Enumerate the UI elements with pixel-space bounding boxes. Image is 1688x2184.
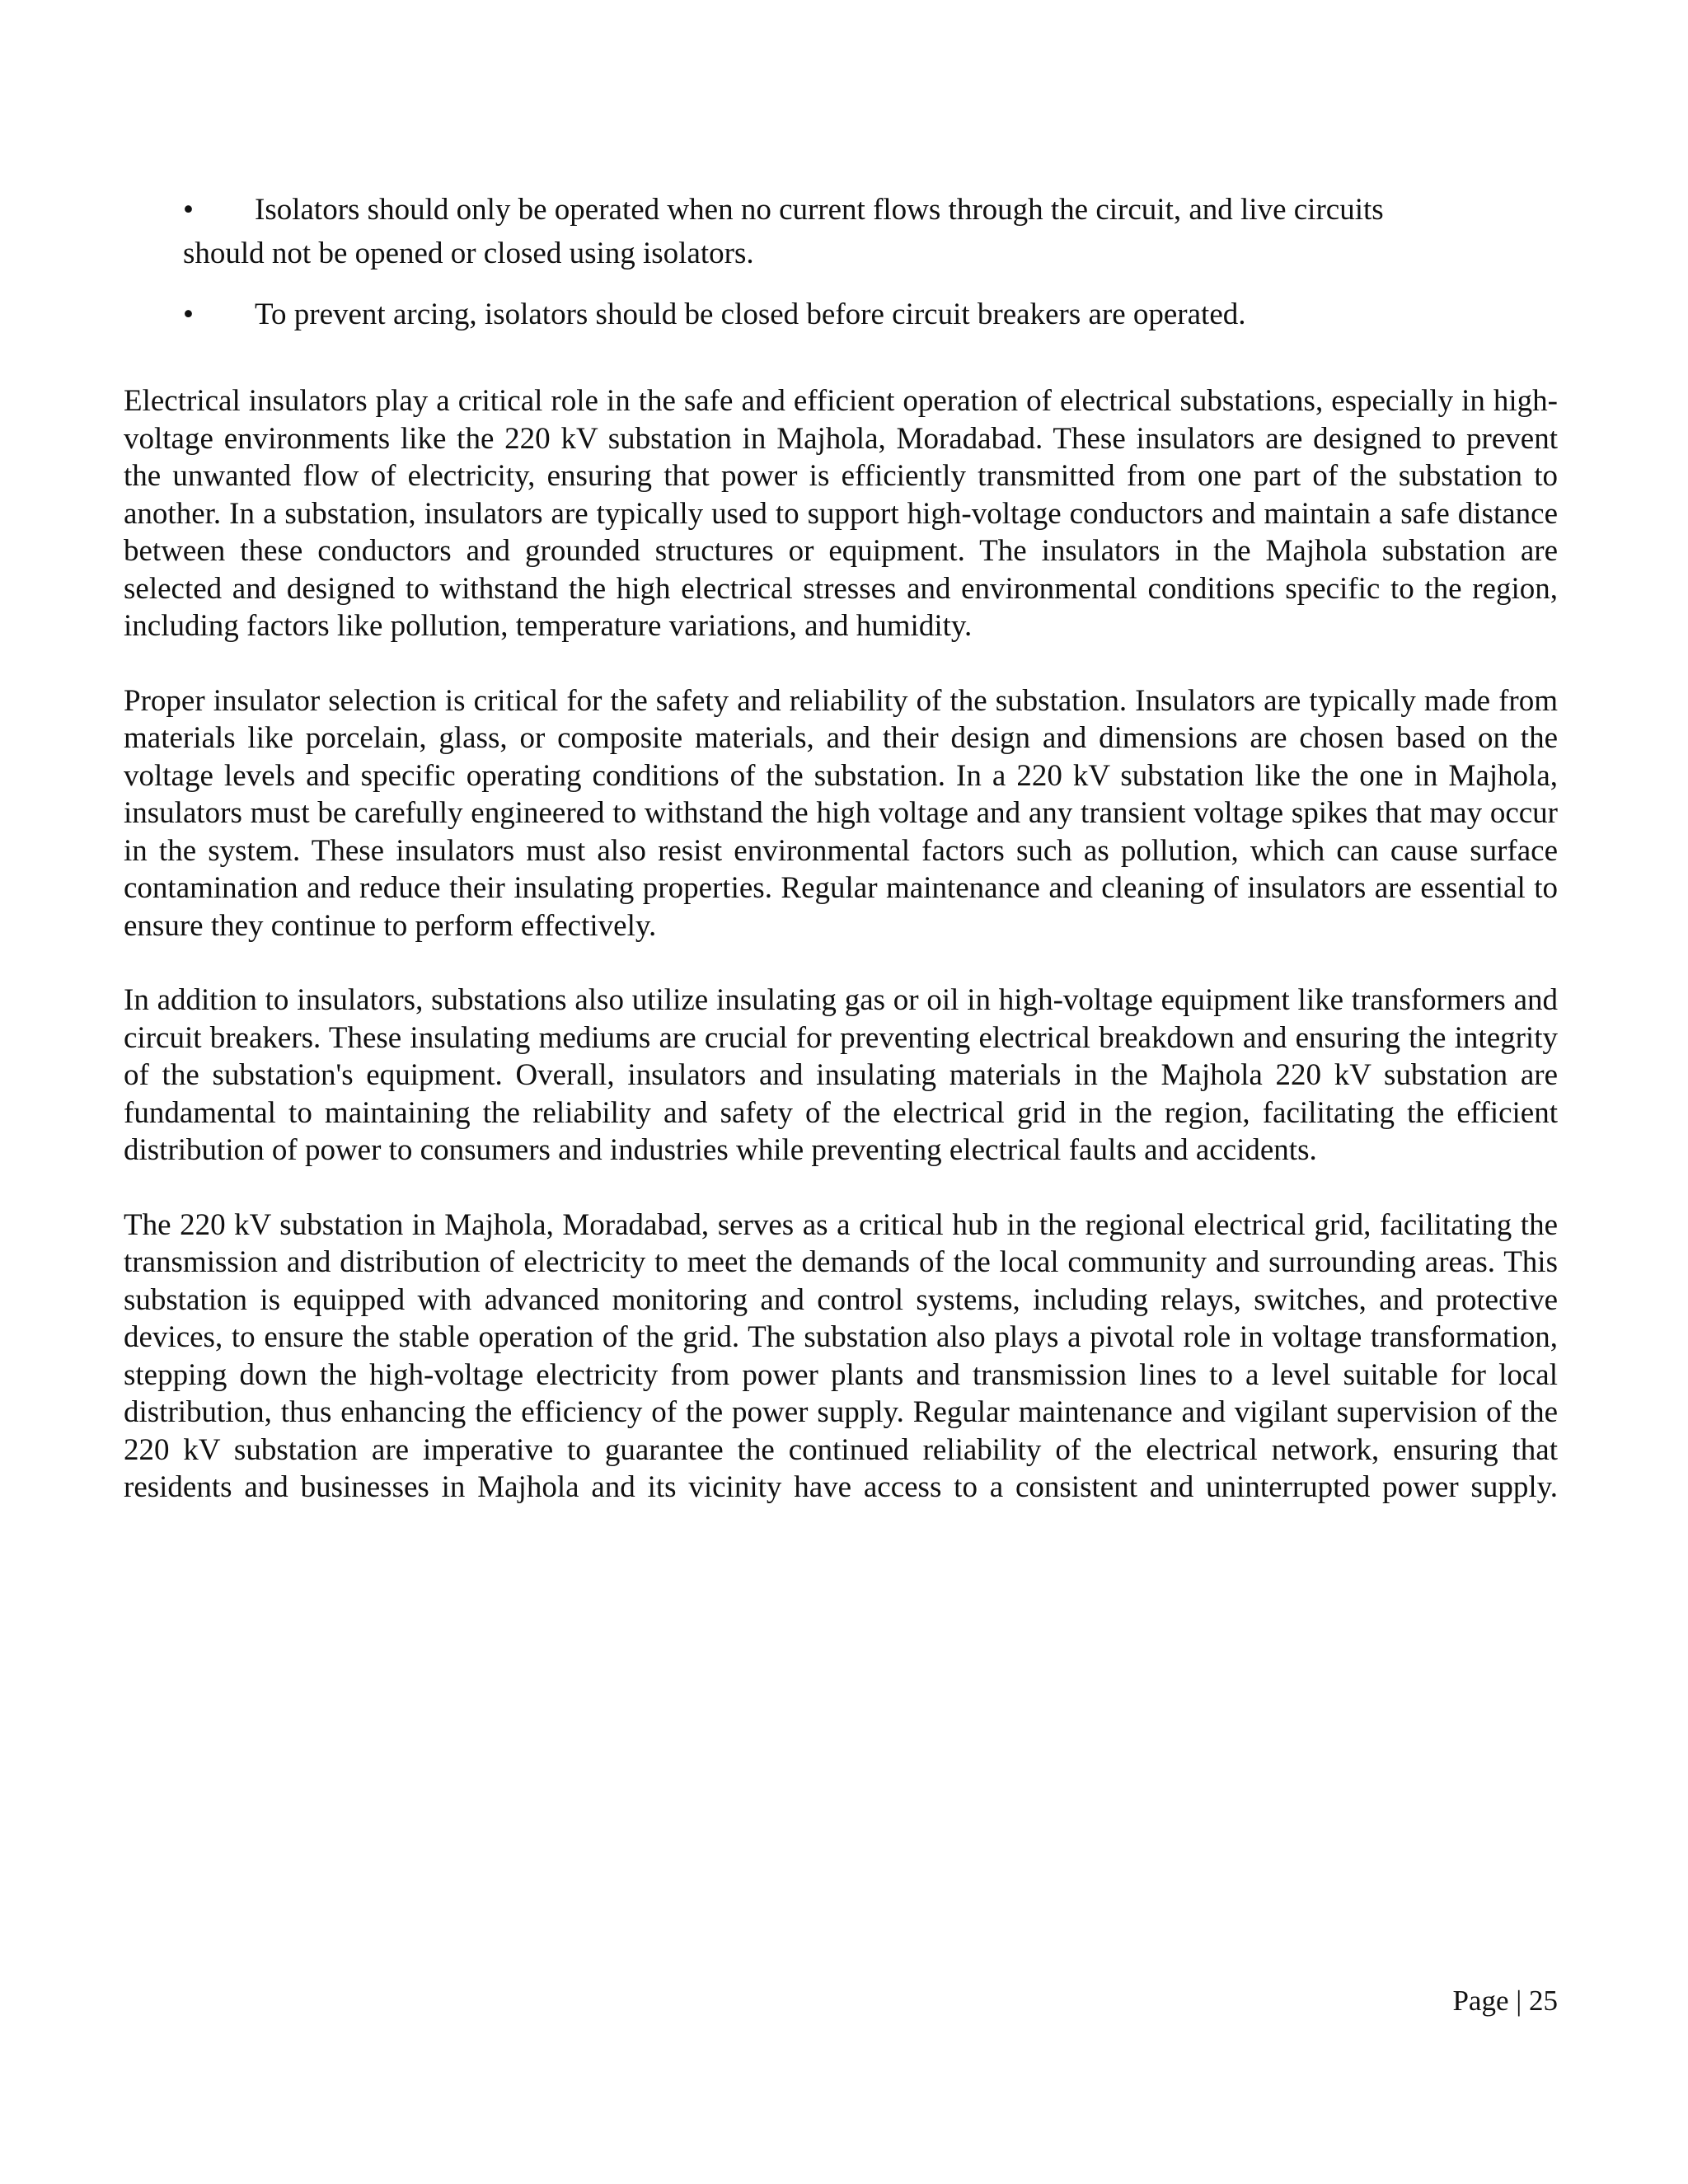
paragraph-insulating-mediums: In addition to insulators, substations also utilize insulating gas or oil in high-voltage equipment like transformers and circuit breakers. These insulating mediums are crucial for preventing electrical breakdown and ensuring the integrity of the substation's equipment. Overall, insulators and insulating materials in the Majhola 220 kV substation are fundamental to maintaining the reliability and safety of the electrical grid in the region, facilitating the efficient distribution of power to consumers and industries while preventing electrical faults and accidents. [124, 983, 1558, 1167]
bullet-text: Isolators should only be operated when no current flows through the circuit, and live circuits should not be opened or closed using isolators. [183, 193, 1384, 270]
bullet-item [183, 188, 1403, 275]
bullet-text: To prevent arcing, isolators should be closed before circuit breakers are operated. [255, 298, 1246, 331]
bullet-marker: • [183, 193, 194, 227]
bullet-list [183, 188, 1403, 354]
paragraph-substation-summary: The 220 kV substation in Majhola, Moradabad, serves as a critical hub in the regional electrical grid, facilitating the transmission and distribution of electricity to meet the demands of the local community and surrounding areas. This substation is equipped with advanced monitoring and control systems, including relays, switches, and protective devices, to ensure the stable operation of the grid. The substation also plays a pivotal role in voltage transformation, stepping down the high-voltage electricity from power plants and transmission lines to a level suitable for local distribution, thus enhancing the efficiency of the power supply. Regular maintenance and vigilant supervision of the 220 kV substation are imperative to guarantee the continued reliability of the electrical network, ensuring that residents and businesses in Majhola and its vicinity have access to a consistent and uninterrupted power supply. [124, 1207, 1558, 1504]
bullet-marker: • [183, 298, 194, 331]
bullet-item [183, 293, 1403, 336]
page-number: Page | 25 [1452, 1985, 1558, 2017]
paragraph-insulators-role: Electrical insulators play a critical role in the safe and efficient operation of electrical substations, especially in high-voltage environments like the 220 kV substation in Majhola, Moradabad. These insulators are designed to prevent the unwanted flow of electricity, ensuring that power is efficiently transmitted from one part of the substation to another. In a substation, insulators are typically used to support high-voltage conductors and maintain a safe distance between these conductors and grounded structures or equipment. The insulators in the Majhola substation are selected and designed to withstand the high electrical stresses and environmental conditions specific to the region, including factors like pollution, temperature variations, and humidity. [124, 384, 1558, 643]
body-text [124, 382, 1558, 1544]
paragraph-insulator-selection: Proper insulator selection is critical for the safety and reliability of the substation. Insulators are typically made from materials like porcelain, glass, or composite materials, and their design and dimensions are chosen based on the voltage levels and specific operating conditions of the substation. In a 220 kV substation like the one in Majhola, insulators must be carefully engineered to withstand the high voltage and any transient voltage spikes that may occur in the system. These insulators must also resist environmental factors such as pollution, which can cause surface contamination and reduce their insulating properties. Regular maintenance and cleaning of insulators are essential to ensure they continue to perform effectively. [124, 683, 1558, 943]
